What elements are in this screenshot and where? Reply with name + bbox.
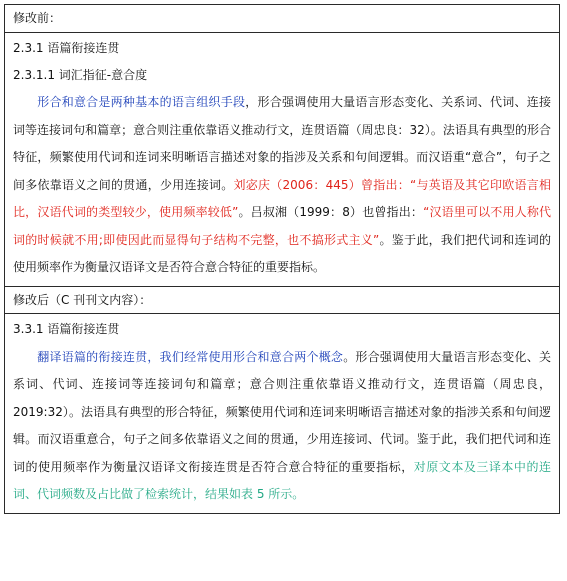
before-label: 修改前： (13, 11, 62, 25)
after-highlight-blue: 翻译语篇的衔接连贯，我们经常使用形合和意合两个概念 (37, 349, 344, 364)
before-content-row (5, 32, 559, 286)
revision-comparison-table (4, 4, 560, 514)
after-label-row (5, 286, 559, 313)
after-paragraph (13, 344, 551, 509)
after-highlight-teal: 对原文本及三译本中的连词、代词频数及占比做了检索统计，结果如表 5 所示。 (13, 459, 551, 501)
after-label: 修改后（C 刊刊文内容）： (13, 292, 152, 307)
before-subsection-heading: 2.3.1.1 词汇指征-意合度 (13, 68, 148, 82)
after-content-row (5, 313, 559, 513)
before-quote-liu: 刘宓庆（2006：445）曾指出：“与英语及其它印欧语言相比，汉语代词的类型较少，使用频率较低” (13, 177, 551, 219)
before-text-1: ，形合强调使用大量语言形态变化、关系词、代词、连接词等连接词句和篇章；意合则注重依靠语义推动行文，连贯语篇（周忠良：32）。法语具有典型的形合特征，频繁使用代词和连词来明晰语言描述对象的指涉及关系和句间逻辑。而汉语重“意合”，句子之间多依靠语义之间的贯通，少用连接词。 (13, 95, 551, 192)
before-text-3: 。鉴于此，我们把代词和连词的使用频率作为衡量汉语译文是否符合意合特征的重要指标。 (13, 232, 551, 274)
before-text-2: 。吕叔湘（1999：8）也曾指出： (238, 205, 424, 219)
before-highlight-blue: 形合和意合是两种基本的语言组织手段 (37, 95, 246, 109)
before-quote-lv: “汉语里可以不用人称代词的时候就不用;即使因此而显得句子结构不完整，也不搞形式主义” (13, 205, 551, 247)
after-section-heading: 3.3.1 语篇衔接连贯 (13, 321, 120, 336)
before-label-row (5, 5, 559, 32)
after-text-1: 。形合强调使用大量语言形态变化、关系词、代词、连接词等连接词句和篇章；意合则注重依靠语义推动行文，连贯语篇（周忠良，2019:32）。法语具有典型的形合特征，频繁使用代词和连词来明晰语言描述对象的指涉关系和句间逻辑。而汉语重意合，句子之间多依靠语义之间的贯通，少用连接词、代词。鉴于此，我们把代词和连词的使用频率作为衡量汉语译文衔接连贯是否符合意合特征的重要指标， (13, 349, 551, 474)
before-paragraph (13, 89, 551, 282)
before-section-heading: 2.3.1 语篇衔接连贯 (13, 41, 120, 55)
